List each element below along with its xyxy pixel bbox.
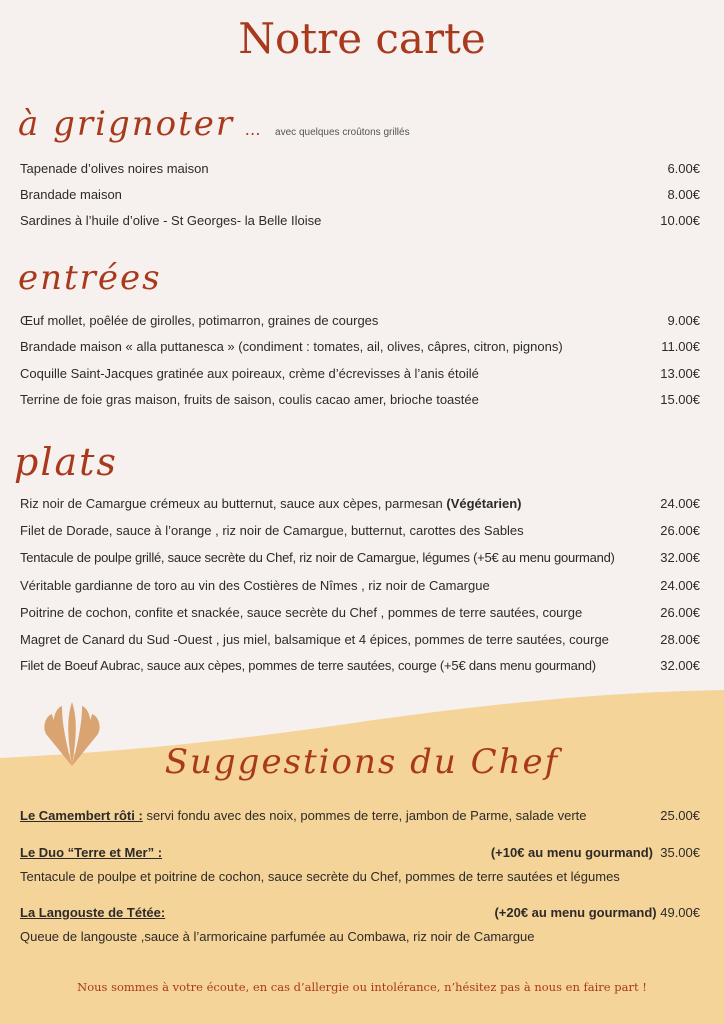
item-price: 15.00€ bbox=[660, 392, 700, 407]
item-name: Œuf mollet, poêlée de girolles, potimarron, graines de courges bbox=[20, 313, 379, 328]
item-price: 9.00€ bbox=[667, 313, 700, 328]
item-name: Tentacule de poulpe grillé, sauce secrète du Chef, riz noir de Camargue, légumes (+5€ au menu gourmand) bbox=[20, 550, 615, 565]
chef-item-pricing bbox=[494, 905, 700, 920]
section-chef-heading bbox=[0, 742, 724, 782]
chef-item-name: La Langouste de Tétée: bbox=[20, 905, 166, 920]
item-name: Coquille Saint-Jacques gratinée aux poireaux, crème d’écrevisses à l’anis étoilé bbox=[20, 366, 479, 381]
item-price: 8.00€ bbox=[667, 187, 700, 202]
item-name: Poitrine de cochon, confite et snackée, sauce secrète du Chef , pommes de terre sautées, courge bbox=[20, 605, 583, 620]
item-price: 13.00€ bbox=[660, 366, 700, 381]
item-name: Brandade maison bbox=[20, 187, 122, 202]
item-price: 32.00€ bbox=[660, 550, 700, 565]
page-title: Notre carte bbox=[238, 14, 486, 63]
allergy-footer: Nous sommes à votre écoute, en cas d’allergie ou intolérance, n’hésitez pas à nous en faire part ! bbox=[77, 980, 647, 994]
item-name: Tapenade d’olives noires maison bbox=[20, 161, 209, 176]
item-price: 24.00€ bbox=[660, 578, 700, 593]
chef-item-supplement: (+10€ au menu gourmand) bbox=[490, 845, 653, 860]
item-price: 28.00€ bbox=[660, 632, 700, 647]
item-name: Filet de Dorade, sauce à l’orange , riz noir de Camargue, butternut, carottes des Sables bbox=[20, 523, 524, 538]
grignoter-ellipsis: … bbox=[244, 120, 263, 139]
chef-item-supplement: (+20€ au menu gourmand) bbox=[494, 905, 657, 920]
item-name: Brandade maison « alla puttanesca » (condiment : tomates, ail, olives, câpres, citron, pignons) bbox=[20, 339, 563, 354]
item-name-text: Riz noir de Camargue crémeux au butternut, sauce aux cèpes, parmesan bbox=[20, 496, 443, 511]
chef-item-desc: servi fondu avec des noix, pommes de terre, jambon de Parme, salade verte bbox=[146, 808, 587, 823]
item-price: 6.00€ bbox=[667, 161, 700, 176]
plats-title: plats bbox=[14, 440, 118, 484]
item-name: Filet de Boeuf Aubrac, sauce aux cèpes, pommes de terre sautées, courge (+5€ dans menu gourmand) bbox=[20, 658, 596, 673]
item-price: 26.00€ bbox=[660, 605, 700, 620]
item-name bbox=[20, 496, 522, 511]
grignoter-title: à grignoter bbox=[18, 104, 235, 144]
item-name: Magret de Canard du Sud -Ouest , jus miel, balsamique et 4 épices, pommes de terre sautées, courge bbox=[20, 632, 609, 647]
chef-title: Suggestions du Chef bbox=[164, 742, 560, 782]
chef-item-desc: Queue de langouste ,sauce à l’armoricaine parfumée au Combawa, riz noir de Camargue bbox=[20, 929, 535, 944]
item-price: 35.00€ bbox=[660, 845, 700, 860]
chef-item-line bbox=[20, 808, 587, 823]
item-price: 26.00€ bbox=[660, 523, 700, 538]
chef-item-name: Le Duo “Terre et Mer” : bbox=[20, 845, 163, 860]
entrees-title: entrées bbox=[18, 258, 162, 298]
chef-item-desc: Tentacule de poulpe et poitrine de cochon, sauce secrète du Chef, pommes de terre sautées et légumes bbox=[20, 869, 620, 884]
item-price: 25.00€ bbox=[660, 808, 700, 823]
item-price: 32.00€ bbox=[660, 658, 700, 673]
item-price: 11.00€ bbox=[661, 339, 700, 354]
item-name: Véritable gardianne de toro au vin des Costières de Nîmes , riz noir de Camargue bbox=[20, 578, 490, 593]
item-name: Sardines à l’huile d’olive - St Georges- la Belle Iloise bbox=[20, 213, 322, 228]
item-price: 10.00€ bbox=[660, 213, 700, 228]
item-name: Terrine de foie gras maison, fruits de saison, coulis cacao amer, brioche toastée bbox=[20, 392, 479, 407]
section-grignoter-heading bbox=[18, 104, 410, 144]
chef-item-name: Le Camembert rôti : bbox=[20, 808, 143, 823]
item-price: 49.00€ bbox=[660, 905, 700, 920]
item-price: 24.00€ bbox=[660, 496, 700, 511]
chef-item-pricing bbox=[491, 845, 700, 860]
section-entrees-heading bbox=[18, 258, 162, 298]
grignoter-note: avec quelques croûtons grillés bbox=[275, 127, 410, 138]
section-plats-heading bbox=[14, 440, 118, 484]
vegetarian-tag: (Végétarien) bbox=[446, 496, 522, 511]
